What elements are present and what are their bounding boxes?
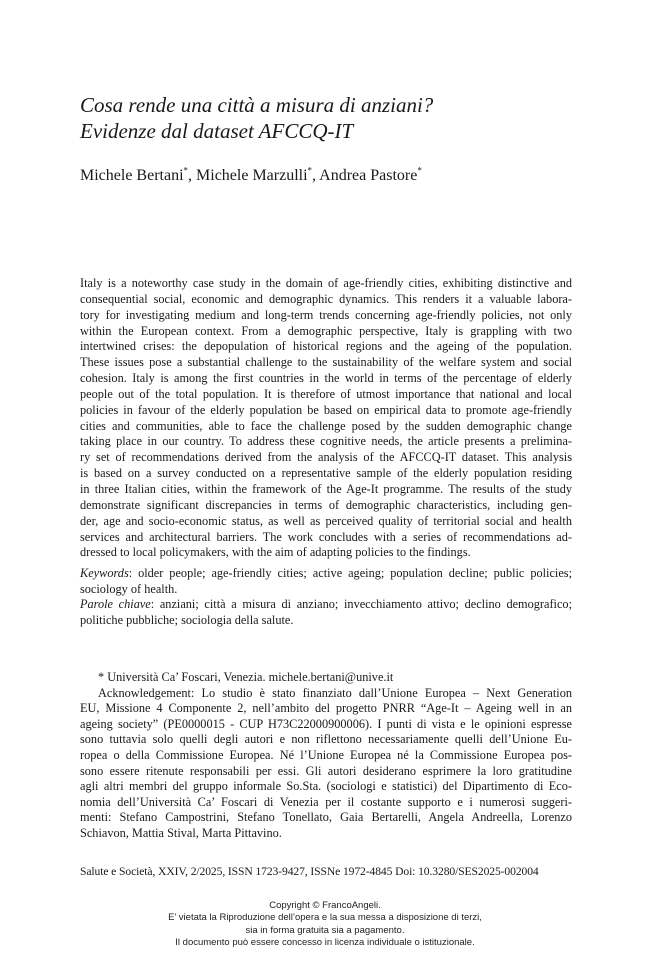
author-footnote-mark[interactable]: * — [183, 165, 189, 176]
copyright-notice — [0, 900, 650, 949]
abstract-line: intertwined crises: the depopulation of historical regions and the ageing of the population. — [80, 339, 572, 354]
affiliation-footnote: * Università Ca’ Foscari, Venezia. michele.bertani@unive.it — [98, 670, 394, 684]
author-separator: , — [312, 167, 320, 184]
acknowledgement-line: menti: Stefano Campostrini, Stefano Tonellato, Gaia Bertarelli, Angela Andreella, Lorenzo — [80, 810, 572, 825]
abstract-line: services and architectural barriers. The work concludes with a series of recommendations ad- — [80, 529, 572, 544]
acknowledgement-line: sono tuttavia solo quelli degli autori e non riflettono necessariamente quelli dell’Unione Eu- — [80, 732, 572, 747]
author-name: Andrea Pastore — [319, 167, 418, 184]
footnote — [80, 670, 572, 842]
abstract-line: demonstrate significant discrepancies in terms of demographic characteristics, including gen- — [80, 497, 572, 512]
abstract-line: within the European context. From a demographic perspective, Italy is grappling with two — [80, 323, 572, 338]
keywords-block — [80, 566, 572, 628]
acknowledgement-line: ropea o della Commissione Europea. Né l’Unione Europea né la Commissione Europea pos- — [80, 747, 572, 762]
acknowledgement-line: EU, Missione 4 Componente 2, nell’ambito del progetto PNRR “Age-It – Ageing well in an — [80, 701, 572, 716]
acknowledgement-line: Schiavon, Mattia Stival, Marta Pittavino. — [80, 825, 282, 840]
author-separator: , — [188, 167, 197, 184]
copyright-line: Copyright © FrancoAngeli. — [269, 900, 381, 911]
abstract-line: cohesion. Italy is among the first countries in the world in terms of the percentage of elderly — [80, 371, 572, 386]
abstract-line: ry set of recommendations derived from the analysis of the AFCCQ-IT dataset. This analysis — [80, 450, 572, 465]
abstract-line: consequential social, economic and demographic dynamics. This renders it a valuable labora- — [80, 291, 572, 306]
abstract — [80, 276, 572, 561]
keywords-label: Keywords — [80, 566, 129, 580]
journal-citation: Salute e Società, XXIV, 2/2025, ISSN 1723-9427, ISSNe 1972-4845 Doi: 10.3280/SES2025-002004 — [80, 865, 539, 878]
abstract-line: dressed to local policymakers, with the aim of adapting policies to the findings. — [80, 545, 471, 560]
copyright-line: E’ vietata la Riproduzione dell’opera e la sua messa a disposizione di terzi, — [168, 912, 482, 924]
article-title — [80, 92, 600, 144]
author-footnote-mark[interactable]: * — [307, 165, 313, 176]
abstract-line: tory for investigating medium and long-term trends concerning age-friendly policies, not only — [80, 307, 572, 322]
copyright-line: Il documento può essere concesso in licenza individuale o istituzionale. — [175, 936, 475, 948]
acknowledgement-line: nomia dell’Università Ca’ Foscari di Venezia per il costante supporto e i numerosi suggeri- — [80, 794, 572, 809]
abstract-line: taking place in our country. To address these cognitive needs, the article presents a prelimina- — [80, 434, 572, 449]
acknowledgement-line: Acknowledgement: Lo studio è stato finanziato dall’Unione Europea – Next Generation — [98, 685, 572, 700]
abstract-line: cities and communities, able to face the challenge posed by the sudden demographic change — [80, 418, 572, 433]
abstract-line: Italy is a noteworthy case study in the domain of age-friendly cities, exhibiting distinctive and — [80, 276, 572, 290]
title-line-1: Cosa rende una città a misura di anziani? — [80, 93, 434, 117]
author-list — [80, 166, 422, 186]
copyright-line: sia in forma gratuita sia a pagamento. — [245, 924, 405, 936]
abstract-line: policies in favour of the elderly population be based on empirical data to promote age-friendly — [80, 402, 572, 417]
abstract-line: people out of the total population. It is therefore of utmost importance that national and local — [80, 386, 572, 401]
parole-chiave-label: Parole chiave — [80, 597, 151, 612]
abstract-line: der, age and socio-economic status, as well as perceived quality of territorial social and health — [80, 513, 572, 528]
acknowledgement-line: sono essere ritenute responsabili per essi. Gli autori desiderano esprimere la loro gratitudine — [80, 763, 572, 778]
keywords-text: : older people; age-friendly cities; active ageing; population decline; public policies; — [128, 566, 572, 580]
author-footnote-mark[interactable]: * — [417, 165, 422, 176]
keywords-text-cont: sociology of health. — [80, 581, 178, 596]
abstract-line: in three Italian cities, within the framework of the Age-It programme. The results of the study — [80, 481, 572, 496]
acknowledgement-line: agli altri membri del gruppo informale So.Sta. (sociologi e statistici) del Dipartimento di Eco- — [80, 779, 572, 794]
author-name: Michele Bertani — [80, 167, 184, 184]
abstract-line: These issues pose a substantial challenge to the sustainability of the welfare system and social — [80, 355, 572, 370]
acknowledgement-line: ageing society” (PE0000015 - CUP H73C22000900006). I punti di vista e le opinioni espresse — [80, 716, 572, 731]
parole-chiave-text: : anziani; città a misura di anziano; invecchiamento attivo; declino demografico; — [150, 597, 572, 612]
author-name: Michele Marzulli — [196, 167, 308, 184]
abstract-line: is based on a survey conducted on a representative sample of the elderly population residing — [80, 466, 572, 481]
parole-chiave-text-cont: politiche pubbliche; sociologia della salute. — [80, 612, 294, 627]
title-line-2: Evidenze dal dataset AFCCQ-IT — [80, 119, 354, 143]
